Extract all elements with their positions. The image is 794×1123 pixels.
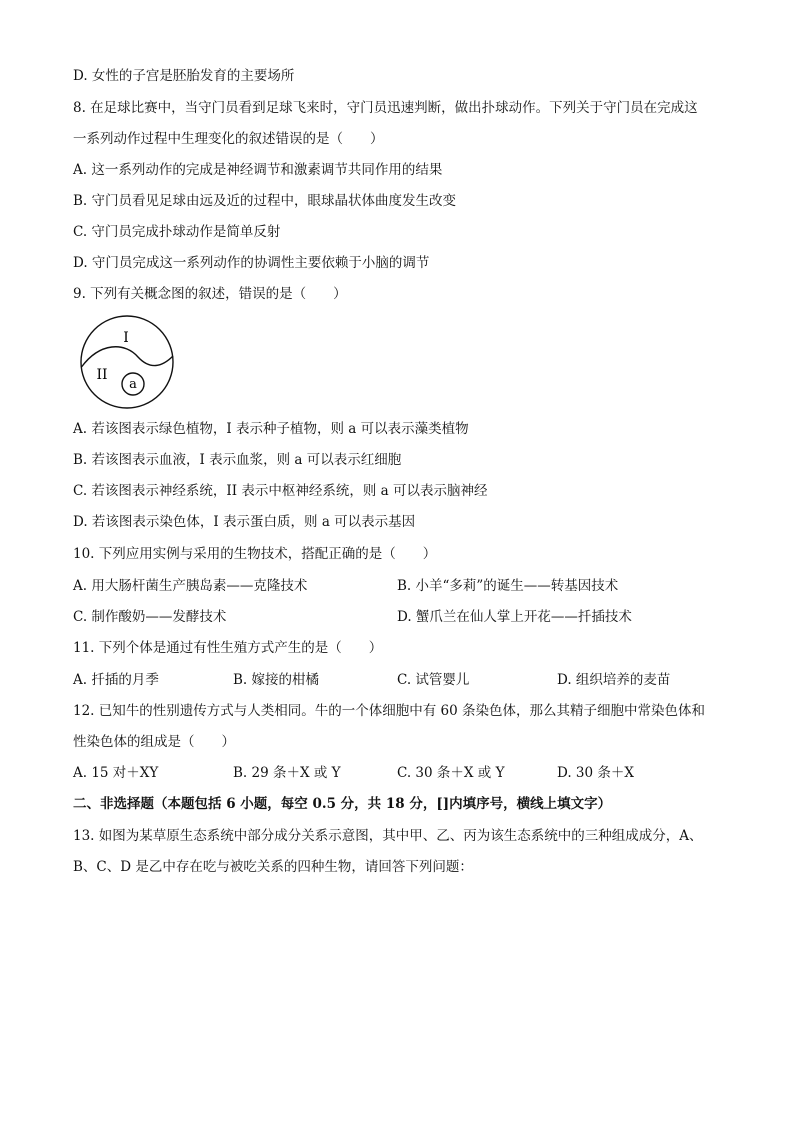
q10-option-d: D. 蟹爪兰在仙人掌上开花——扦插技术 [397,609,632,625]
q10-option-a: A. 用大肠杆菌生产胰岛素——克隆技术 [73,578,308,594]
q12-option-d: D. 30 条＋X [557,765,635,781]
q9-option-b: B. 若该图表示血液，I 表示血浆，则 a 可以表示红细胞 [73,452,402,468]
dividing-curve [82,347,174,367]
q12-option-c: C. 30 条＋X 或 Y [397,765,505,781]
label-region-ii: II [96,367,108,383]
q9-option-a: A. 若该图表示绿色植物，I 表示种子植物，则 a 可以表示藻类植物 [73,421,469,437]
q10-option-b: B. 小羊“多莉”的诞生——转基因技术 [397,578,619,594]
q10-option-c: C. 制作酸奶——发酵技术 [73,609,227,625]
q10-stem: 10. 下列应用实例与采用的生物技术，搭配正确的是（ ） [73,546,437,562]
q12-option-a: A. 15 对＋XY [73,765,159,781]
q11-stem: 11. 下列个体是通过有性生殖方式产生的是（ ） [73,640,383,656]
q11-option-d: D. 组织培养的麦苗 [557,672,671,688]
q13-stem-line2: B、C、D 是乙中存在吃与被吃关系的四种生物，请回答下列问题： [73,859,473,875]
q12-stem-line1: 12. 已知牛的性别遗传方式与人类相同。牛的一个体细胞中有 60 条染色体，那么其精子细胞中常染色体和 [73,703,706,719]
q13-stem-line1: 13. 如图为某草原生态系统中部分成分关系示意图，其中甲、乙、丙为该生态系统中的三种组成成分，A、 [73,828,703,844]
q8-stem-line2: 一系列动作过程中生理变化的叙述错误的是（ ） [73,131,384,147]
q7-option-d: D. 女性的子宫是胚胎发育的主要场所 [73,68,295,84]
q9-option-d: D. 若该图表示染色体，I 表示蛋白质，则 a 可以表示基因 [73,514,416,530]
concept-diagram [70,312,180,412]
q9-stem: 9. 下列有关概念图的叙述，错误的是（ ） [73,286,347,302]
q8-option-d: D. 守门员完成这一系列动作的协调性主要依赖于小脑的调节 [73,255,430,271]
q8-option-c: C. 守门员完成扑球动作是简单反射 [73,224,281,240]
q12-stem-line2: 性染色体的组成是（ ） [73,734,235,750]
q11-option-b: B. 嫁接的柑橘 [233,672,320,688]
q12-option-b: B. 29 条＋X 或 Y [233,765,341,781]
q8-stem-line1: 8. 在足球比赛中，当守门员看到足球飞来时，守门员迅速判断，做出扑球动作。下列关于守门员在完成这 [73,100,698,116]
q8-option-b: B. 守门员看见足球由远及近的过程中，眼球晶状体曲度发生改变 [73,193,457,209]
section-2-heading: 二、非选择题（本题包括 6 小题，每空 0.5 分，共 18 分，[]内填序号，横线上填文字） [73,796,612,812]
q11-option-c: C. 试管婴儿 [397,672,470,688]
label-a: a [129,377,137,392]
q11-option-a: A. 扦插的月季 [73,672,159,688]
q8-option-a: A. 这一系列动作的完成是神经调节和激素调节共同作用的结果 [73,162,443,178]
label-region-i: I [123,330,129,346]
q9-option-c: C. 若该图表示神经系统，II 表示中枢神经系统，则 a 可以表示脑神经 [73,483,488,499]
